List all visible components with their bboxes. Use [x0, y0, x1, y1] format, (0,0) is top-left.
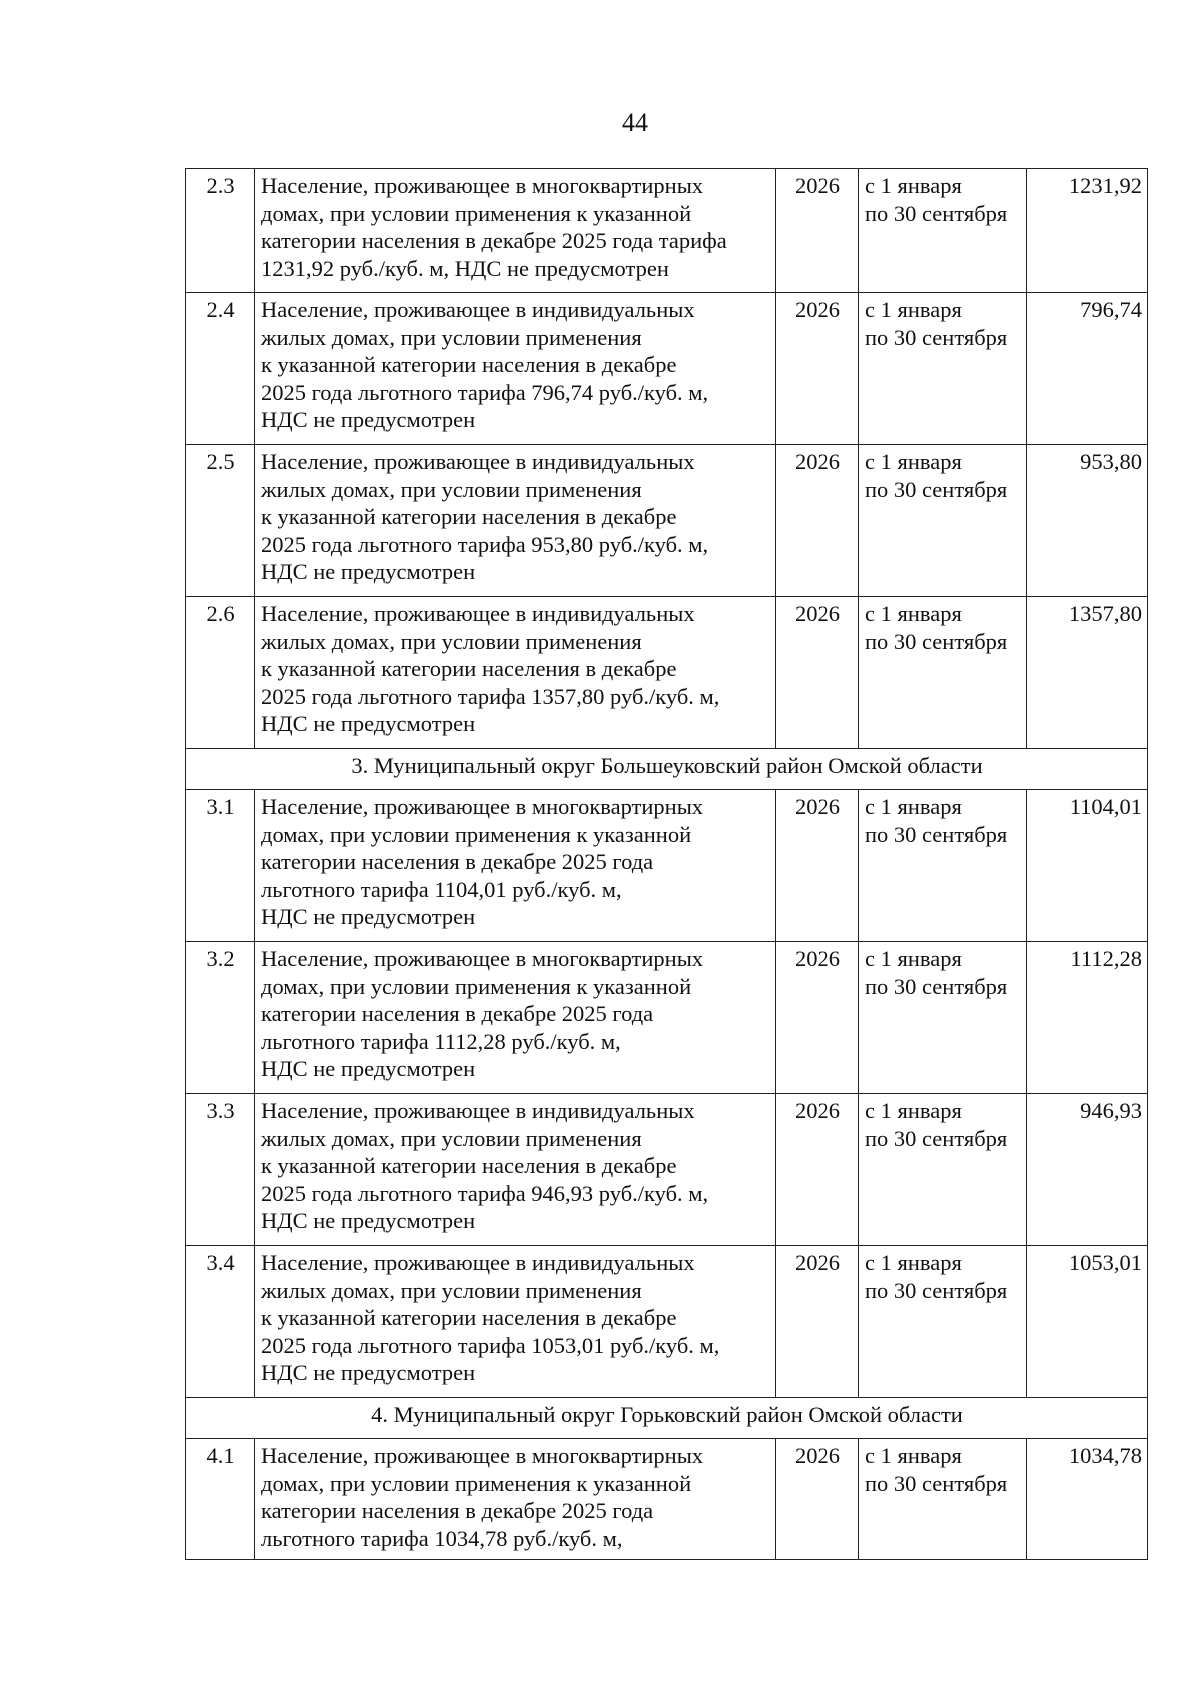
tariff-table — [185, 168, 1148, 1560]
row-period — [859, 597, 1027, 749]
table-row — [186, 1246, 1148, 1398]
description-line: к указанной категории населения в декабре — [261, 504, 677, 529]
description-line: НДС не предусмотрен — [261, 1208, 476, 1233]
description-line: 2025 года льготного тарифа 946,93 руб./куб. м, — [261, 1180, 709, 1206]
row-year: 2026 — [776, 169, 859, 293]
description-line: 1231,92 руб./куб. м, НДС не предусмотрен — [261, 255, 669, 281]
description-line: домах, при условии применения к указанной — [261, 1470, 692, 1496]
row-tariff-value: 796,74 — [1027, 293, 1148, 445]
period-end: по 30 сентября — [865, 1277, 1008, 1303]
period-start: с 1 января — [865, 601, 962, 626]
row-year: 2026 — [776, 1094, 859, 1246]
row-year: 2026 — [776, 597, 859, 749]
description-line: Население, проживающее в многоквартирных — [261, 946, 704, 971]
row-tariff-value: 946,93 — [1027, 1094, 1148, 1246]
row-description — [255, 942, 776, 1094]
description-line: домах, при условии применения к указанной — [261, 973, 692, 999]
row-year: 2026 — [776, 445, 859, 597]
page-number: 44 — [622, 108, 648, 137]
description-line: категории населения в декабре 2025 года — [261, 1001, 654, 1026]
description-line: жилых домах, при условии применения — [261, 1277, 642, 1303]
row-year: 2026 — [776, 293, 859, 445]
description-line: Население, проживающее в многоквартирных — [261, 794, 704, 819]
description-line: категории населения в декабре 2025 года — [261, 849, 654, 874]
row-description — [255, 1246, 776, 1398]
period-start: с 1 января — [865, 794, 962, 819]
description-line: домах, при условии применения к указанной — [261, 200, 692, 226]
row-year: 2026 — [776, 1439, 859, 1560]
row-year: 2026 — [776, 1246, 859, 1398]
table-row — [186, 169, 1148, 293]
description-line: 2025 года льготного тарифа 796,74 руб./куб. м, — [261, 379, 709, 405]
period-start: с 1 января — [865, 173, 962, 198]
period-start: с 1 января — [865, 946, 962, 971]
description-line: 2025 года льготного тарифа 953,80 руб./куб. м, — [261, 531, 709, 557]
period-start: с 1 января — [865, 297, 962, 322]
description-line: домах, при условии применения к указанной — [261, 821, 692, 847]
description-line: НДС не предусмотрен — [261, 1056, 476, 1081]
description-line: жилых домах, при условии применения — [261, 476, 642, 502]
description-line: Население, проживающее в индивидуальных — [261, 601, 695, 626]
table-row — [186, 942, 1148, 1094]
table-row — [186, 597, 1148, 749]
period-end: по 30 сентября — [865, 973, 1008, 999]
row-number: 3.4 — [186, 1246, 255, 1398]
row-period — [859, 293, 1027, 445]
row-number: 2.4 — [186, 293, 255, 445]
period-end: по 30 сентября — [865, 1470, 1008, 1496]
description-line: НДС не предусмотрен — [261, 904, 476, 929]
period-end: по 30 сентября — [865, 821, 1008, 847]
description-line: НДС не предусмотрен — [261, 711, 476, 736]
row-tariff-value: 1034,78 — [1027, 1439, 1148, 1560]
table-row — [186, 1094, 1148, 1246]
row-description — [255, 597, 776, 749]
description-line: льготного тарифа 1104,01 руб./куб. м, — [261, 876, 622, 902]
table-row — [186, 293, 1148, 445]
description-line: льготного тарифа 1034,78 руб./куб. м, — [261, 1525, 623, 1551]
row-description — [255, 1094, 776, 1246]
row-period — [859, 1094, 1027, 1246]
row-number: 2.5 — [186, 445, 255, 597]
row-description — [255, 1439, 776, 1560]
description-line: к указанной категории населения в декабре — [261, 656, 677, 681]
description-line: Население, проживающее в индивидуальных — [261, 449, 695, 474]
description-line: к указанной категории населения в декабре — [261, 1305, 677, 1330]
row-number: 3.1 — [186, 790, 255, 942]
row-period — [859, 1246, 1027, 1398]
row-period — [859, 790, 1027, 942]
row-description — [255, 445, 776, 597]
description-line: льготного тарифа 1112,28 руб./куб. м, — [261, 1028, 621, 1054]
description-line: НДС не предусмотрен — [261, 407, 476, 432]
row-tariff-value: 1231,92 — [1027, 169, 1148, 293]
description-line: НДС не предусмотрен — [261, 1360, 476, 1385]
period-end: по 30 сентября — [865, 200, 1008, 226]
description-line: Население, проживающее в многоквартирных — [261, 1443, 704, 1468]
row-year: 2026 — [776, 942, 859, 1094]
period-end: по 30 сентября — [865, 324, 1008, 350]
description-line: 2025 года льготного тарифа 1357,80 руб./куб. м, — [261, 683, 720, 709]
section-title: 4. Муниципальный округ Горьковский район Омской области — [186, 1398, 1148, 1439]
row-tariff-value: 953,80 — [1027, 445, 1148, 597]
description-line: Население, проживающее в индивидуальных — [261, 297, 695, 322]
period-start: с 1 января — [865, 449, 962, 474]
row-period — [859, 942, 1027, 1094]
description-line: к указанной категории населения в декабре — [261, 352, 677, 377]
row-year: 2026 — [776, 790, 859, 942]
row-number: 2.6 — [186, 597, 255, 749]
table-row — [186, 790, 1148, 942]
description-line: категории населения в декабре 2025 года — [261, 1498, 654, 1523]
description-line: жилых домах, при условии применения — [261, 324, 642, 350]
row-number: 4.1 — [186, 1439, 255, 1560]
description-line: категории населения в декабре 2025 года тарифа — [261, 228, 727, 253]
row-tariff-value: 1053,01 — [1027, 1246, 1148, 1398]
row-tariff-value: 1112,28 — [1027, 942, 1148, 1094]
section-row — [186, 749, 1148, 790]
period-start: с 1 января — [865, 1443, 962, 1468]
period-end: по 30 сентября — [865, 1125, 1008, 1151]
row-period — [859, 169, 1027, 293]
row-tariff-value: 1104,01 — [1027, 790, 1148, 942]
table-row — [186, 1439, 1148, 1560]
row-period — [859, 445, 1027, 597]
description-line: Население, проживающее в многоквартирных — [261, 173, 704, 198]
period-start: с 1 января — [865, 1098, 962, 1123]
row-description — [255, 790, 776, 942]
description-line: жилых домах, при условии применения — [261, 628, 642, 654]
row-number: 3.2 — [186, 942, 255, 1094]
row-number: 2.3 — [186, 169, 255, 293]
period-end: по 30 сентября — [865, 628, 1008, 654]
description-line: Население, проживающее в индивидуальных — [261, 1098, 695, 1123]
row-description — [255, 293, 776, 445]
table-row — [186, 445, 1148, 597]
row-period — [859, 1439, 1027, 1560]
row-number: 3.3 — [186, 1094, 255, 1246]
section-title: 3. Муниципальный округ Большеуковский район Омской области — [186, 749, 1148, 790]
row-description — [255, 169, 776, 293]
description-line: к указанной категории населения в декабре — [261, 1153, 677, 1178]
period-start: с 1 января — [865, 1250, 962, 1275]
description-line: 2025 года льготного тарифа 1053,01 руб./куб. м, — [261, 1332, 720, 1358]
description-line: Население, проживающее в индивидуальных — [261, 1250, 695, 1275]
description-line: НДС не предусмотрен — [261, 559, 476, 584]
row-tariff-value: 1357,80 — [1027, 597, 1148, 749]
description-line: жилых домах, при условии применения — [261, 1125, 642, 1151]
period-end: по 30 сентября — [865, 476, 1008, 502]
section-row — [186, 1398, 1148, 1439]
